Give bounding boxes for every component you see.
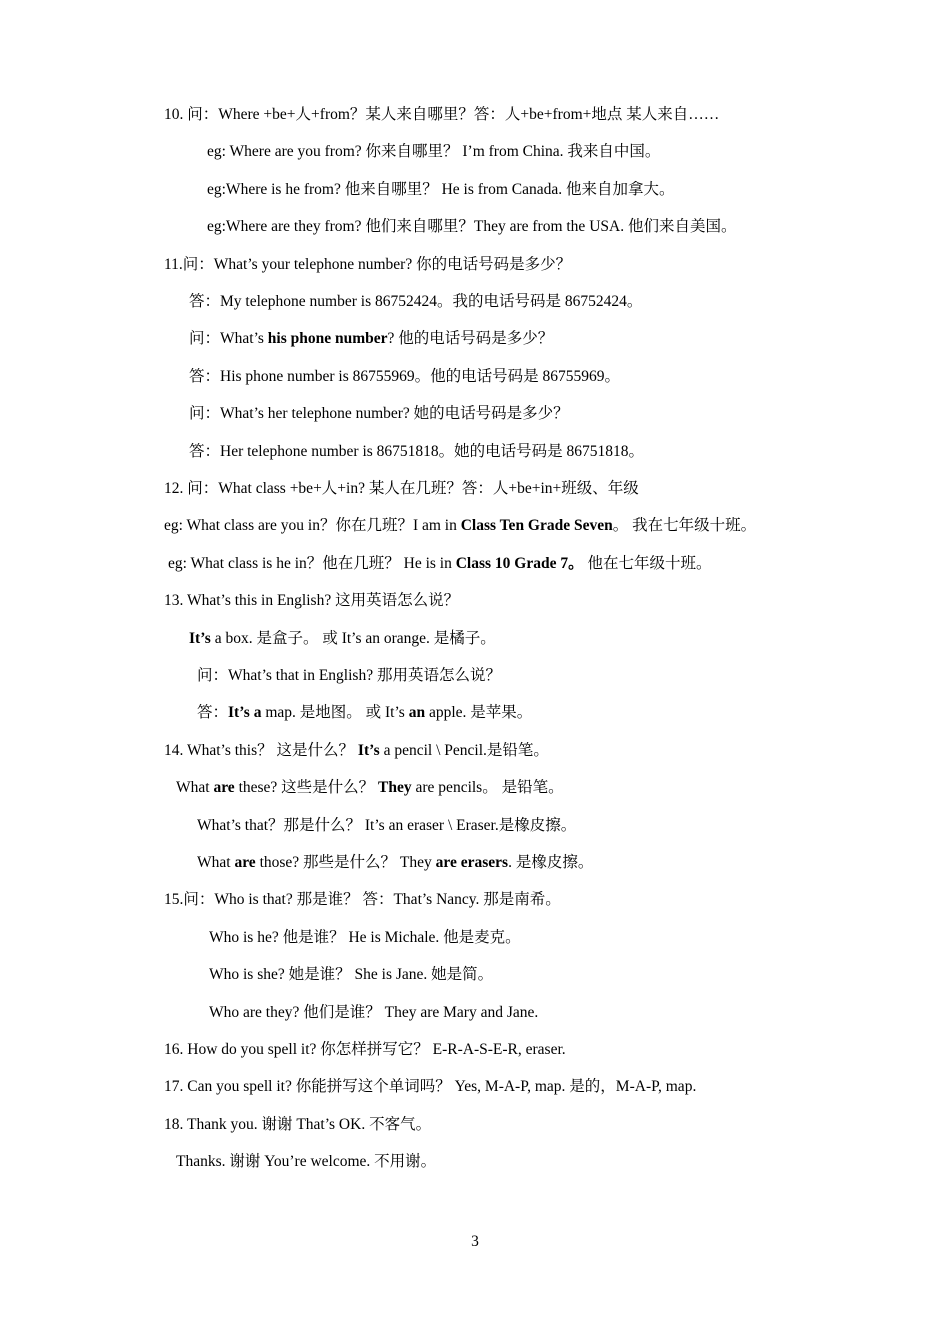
text-run: a pencil \ Pencil.是铅笔。: [379, 742, 549, 759]
text-run: map. 是地图。 或 It’s: [261, 704, 409, 721]
text-line: [207, 142, 660, 162]
bold-text: They: [378, 779, 412, 796]
text-run: those? 那些是什么？ They: [255, 854, 436, 871]
text-run: 。 我在七年级十班。: [612, 517, 757, 534]
bold-text: are: [234, 854, 256, 871]
text-line: [164, 255, 571, 275]
text-run: 问：What’s: [189, 330, 268, 347]
text-run: Who are they? 他们是谁？ They are Mary and Jane.: [209, 1004, 539, 1021]
text-run: What: [176, 779, 214, 796]
text-line: [189, 404, 569, 424]
text-run: 17. Can you spell it? 你能拼写这个单词吗？ Yes, M-A-P, map. 是的，M-A-P, map.: [164, 1078, 697, 1095]
text-run: 答：His phone number is 86755969。他的电话号码是 86755969。: [189, 368, 620, 385]
page-number: 3: [471, 1233, 479, 1250]
bold-text: It’s a: [228, 704, 262, 721]
text-run: 答：Her telephone number is 86751818。她的电话号码是 86751818。: [189, 443, 645, 460]
text-run: Who is he? 他是谁？ He is Michale. 他是麦克。: [209, 929, 521, 946]
text-run: 问：What’s that in English? 那用英语怎么说？: [197, 667, 501, 684]
text-run: eg: What class is he in？他在几班？ He is in: [168, 555, 456, 572]
text-line: [197, 816, 576, 836]
bold-text: are: [213, 779, 235, 796]
text-run: . 是橡皮擦。: [508, 854, 594, 871]
text-run: ? 他的电话号码是多少？: [387, 330, 554, 347]
text-line: [207, 217, 736, 237]
text-line: [209, 965, 493, 985]
text-run: What: [197, 854, 235, 871]
text-run: 他在七年级十班。: [583, 555, 712, 572]
bold-text: are erasers: [435, 854, 509, 871]
text-line: [164, 591, 459, 611]
text-line: [197, 703, 532, 723]
bold-text: It’s: [189, 630, 211, 647]
text-line: [176, 778, 564, 798]
bold-text: his phone number: [267, 330, 388, 347]
text-run: 10. 问：Where +be+人+from？某人来自哪里？答：人+be+from+地点 某人来自……: [164, 106, 720, 123]
text-run: eg: What class are you in？你在几班？I am in: [164, 517, 461, 534]
bold-text: Class Ten Grade Seven: [460, 517, 613, 534]
text-run: What’s that？那是什么？ It’s an eraser \ Eraser.是橡皮擦。: [197, 817, 577, 834]
text-line: [164, 1115, 431, 1135]
text-run: are pencils。 是铅笔。: [411, 779, 564, 796]
text-run: 问：What’s her telephone number? 她的电话号码是多少？: [189, 405, 569, 422]
text-run: eg:Where is he from? 他来自哪里？ He is from Canada. 他来自加拿大。: [207, 181, 675, 198]
text-line: [197, 853, 593, 873]
text-line: [189, 367, 620, 387]
text-run: a box. 是盒子。 或 It’s an orange. 是橘子。: [210, 630, 496, 647]
text-line: [209, 928, 521, 948]
text-line: [164, 105, 719, 125]
bold-text: It’s: [357, 742, 380, 759]
text-run: 答：: [197, 704, 229, 721]
text-run: 18. Thank you. 谢谢 That’s OK. 不客气。: [164, 1116, 432, 1133]
text-line: [176, 1152, 436, 1172]
bold-text: Class 10 Grade 7。: [455, 555, 584, 572]
text-line: [164, 516, 756, 536]
text-line: [189, 292, 642, 312]
text-line: [164, 741, 549, 761]
text-run: eg:Where are they from? 他们来自哪里？They are from the USA. 他们来自美国。: [207, 218, 737, 235]
text-run: eg: Where are you from? 你来自哪里？ I’m from China. 我来自中国。: [207, 143, 661, 160]
text-line: [189, 629, 496, 649]
text-line: [164, 1040, 566, 1060]
text-run: 14. What’s this？ 这是什么？: [164, 742, 358, 759]
text-run: Who is she? 她是谁？ She is Jane. 她是简。: [209, 966, 494, 983]
text-run: apple. 是苹果。: [425, 704, 533, 721]
text-run: Thanks. 谢谢 You’re welcome. 不用谢。: [176, 1153, 437, 1170]
text-line: [164, 1077, 696, 1097]
text-line: [164, 890, 561, 910]
text-line: [197, 666, 501, 686]
text-line: [168, 554, 712, 574]
bold-text: an: [408, 704, 426, 721]
text-line: [189, 329, 553, 349]
text-line: [207, 180, 674, 200]
text-run: 16. How do you spell it? 你怎样拼写它？ E-R-A-S-E-R, eraser.: [164, 1041, 566, 1058]
text-run: 12. 问：What class +be+人+in? 某人在几班？答：人+be+in+班级、年级: [164, 480, 639, 497]
text-run: 13. What’s this in English? 这用英语怎么说？: [164, 592, 460, 609]
text-run: these? 这些是什么？: [234, 779, 379, 796]
text-line: [209, 1003, 538, 1023]
text-line: [164, 479, 639, 499]
text-line: [189, 442, 644, 462]
text-run: 答：My telephone number is 86752424。我的电话号码是 86752424。: [189, 293, 643, 310]
text-run: 15.问：Who is that? 那是谁？ 答：That’s Nancy. 那是南希。: [164, 891, 561, 908]
text-run: 11.问：What’s your telephone number? 你的电话号码是多少？: [164, 256, 572, 273]
